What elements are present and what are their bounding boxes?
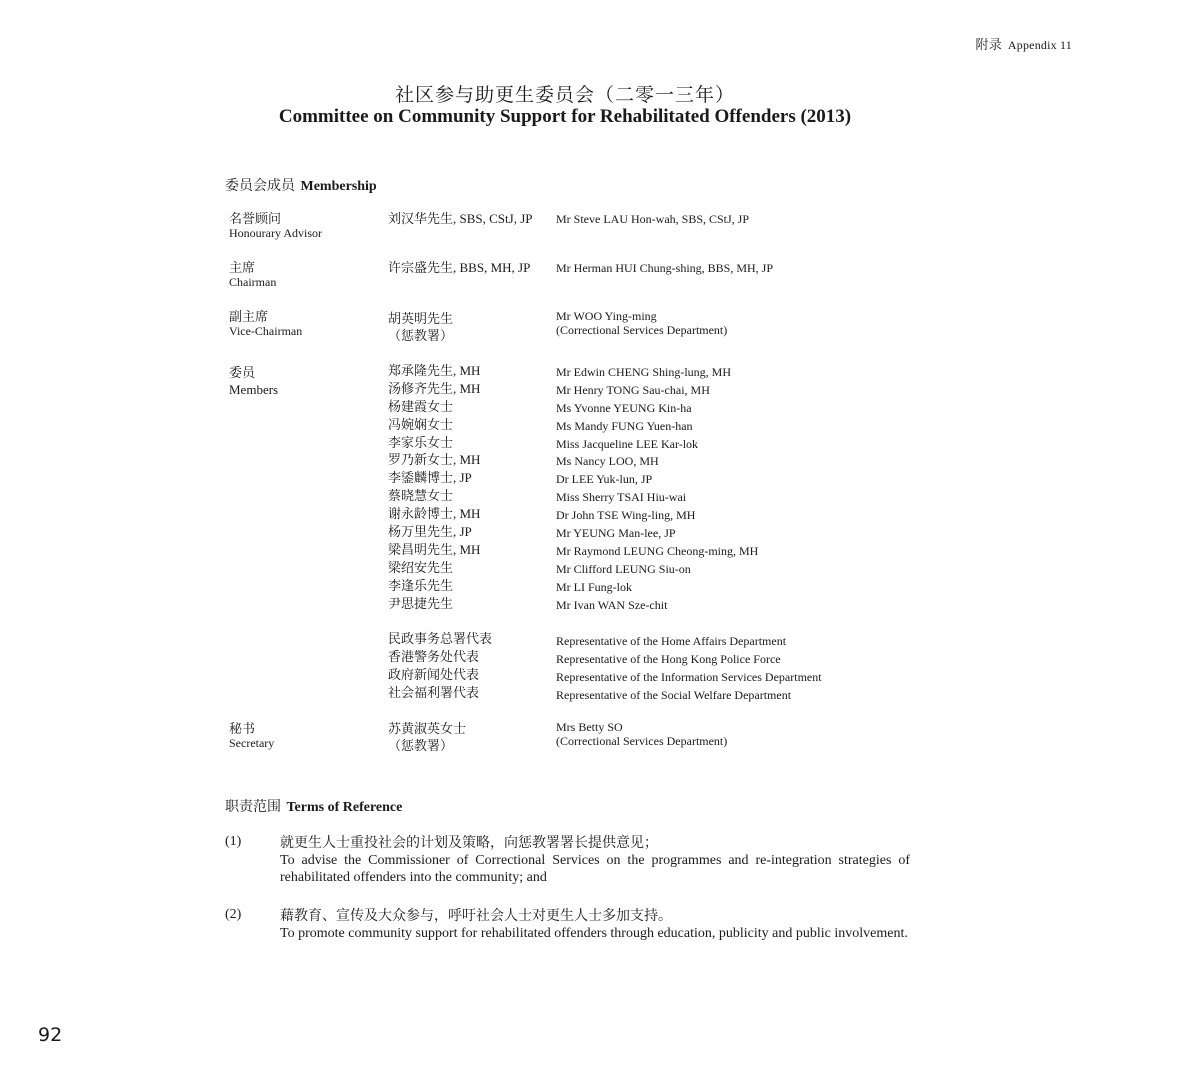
list-item: Miss Sherry TSAI Hiu-wai (556, 490, 687, 505)
list-item: 谢永龄博士, MH (388, 506, 481, 522)
chairman-role-en: Chairman (229, 275, 277, 289)
list-item: Ms Yvonne YEUNG Kin-ha (556, 400, 692, 415)
members-list-zh (388, 362, 480, 612)
list-item: Representative of the Hong Kong Police Force (556, 651, 781, 666)
membership-heading (225, 175, 377, 195)
list-item: Mr Raymond LEUNG Cheong-ming, MH (556, 543, 759, 558)
running-header (976, 34, 1073, 53)
list-item: Mr YEUNG Man-lee, JP (556, 526, 676, 541)
vice-chairman-name-en-block (556, 309, 727, 337)
reps-list-zh (388, 630, 492, 702)
list-item: Miss Jacqueline LEE Kar-lok (556, 436, 699, 451)
secretary-dept-en: (Correctional Services Department) (556, 734, 728, 748)
chairman-name-zh: 许宗盛先生, BBS, MH, JP (388, 260, 531, 275)
terms-item-number: (1) (225, 834, 242, 849)
list-item: Representative of the Social Welfare Department (556, 687, 792, 702)
running-header-zh: 附录 (975, 37, 1002, 52)
list-item: Mr Ivan WAN Sze-chit (556, 597, 668, 612)
list-item: 社会福利署代表 (388, 684, 480, 700)
list-item: Dr John TSE Wing-ling, MH (556, 508, 696, 523)
reps-list-en (556, 633, 822, 705)
list-item: 汤修齐先生, MH (388, 380, 481, 396)
secretary-role (229, 722, 274, 750)
chairman-role-zh: 主席 (229, 260, 256, 275)
members-role-zh: 委员 (229, 365, 256, 380)
list-item: 杨万里先生, JP (388, 524, 472, 540)
list-item: Mr Edwin CHENG Shing-lung, MH (556, 365, 732, 379)
list-item: 民政事务总署代表 (388, 631, 493, 646)
chairman-name-en: Mr Herman HUI Chung-shing, BBS, MH, JP (556, 261, 774, 275)
list-item: Ms Nancy LOO, MH (556, 454, 659, 469)
vice-chairman-name-zh: 胡英明先生 (388, 311, 454, 326)
vice-chairman-role (229, 310, 302, 338)
list-item: Dr LEE Yuk-lun, JP (556, 472, 653, 487)
page-number: 92 (38, 1024, 63, 1046)
list-item: 李鋈麟博士, JP (388, 470, 472, 486)
secretary-name-zh-block (388, 720, 466, 754)
chairman-role (229, 261, 276, 289)
secretary-name-zh: 苏黄淑英女士 (388, 721, 467, 736)
terms-heading (225, 796, 402, 816)
list-item: 杨建霞女士 (388, 398, 454, 414)
terms-heading-zh: 职责范围 (225, 800, 281, 815)
running-header-en: Appendix 11 (1007, 38, 1072, 52)
honourary-role-en: Honourary Advisor (229, 226, 322, 240)
vice-chairman-name-en: Mr WOO Ying-ming (556, 309, 657, 323)
honourary-name-zh: 刘汉华先生, SBS, CStJ, JP (388, 211, 533, 226)
secretary-name-en: Mrs Betty SO (556, 720, 623, 734)
list-item: 李家乐女士 (388, 434, 454, 450)
list-item: Mr LI Fung-lok (556, 579, 632, 594)
secretary-role-zh: 秘书 (229, 721, 256, 736)
vice-chairman-dept-en: (Correctional Services Department) (556, 323, 728, 337)
terms-item (280, 835, 910, 886)
honourary-role-zh: 名誉顾问 (229, 211, 282, 226)
terms-item-en: To promote community support for rehabilitated offenders through education, publicity and public involvement. (280, 926, 908, 941)
list-item: 梁昌明先生, MH (388, 541, 481, 557)
honourary-role (229, 212, 322, 240)
list-item: Mr Clifford LEUNG Siu-on (556, 561, 691, 576)
secretary-role-en: Secretary (229, 736, 275, 750)
list-item: 梁绍安先生 (388, 559, 454, 575)
membership-heading-en: Membership (300, 179, 377, 194)
list-item: 郑承隆先生, MH (388, 363, 481, 378)
secretary-name-en-block (556, 720, 727, 748)
vice-chairman-dept-zh: （惩教署） (388, 328, 454, 343)
list-item: 蔡晓慧女士 (388, 488, 454, 504)
secretary-dept-zh: （惩教署） (388, 738, 454, 753)
list-item: Mr Henry TONG Sau-chai, MH (556, 382, 710, 397)
vice-chairman-name-zh-block (388, 310, 453, 344)
terms-item (280, 908, 910, 942)
page-title-zh: 社区参与助更生委员会（二零一三年） (394, 85, 735, 106)
list-item: 李逢乐先生 (388, 577, 454, 593)
terms-item-en: To advise the Commissioner of Correctional Services on the programmes and re-integration strategies of rehabilitated offenders into the community; and (280, 853, 910, 885)
membership-heading-zh: 委员会成员 (225, 179, 295, 194)
honourary-name-en: Mr Steve LAU Hon-wah, SBS, CStJ, JP (556, 212, 750, 226)
list-item: 罗乃新女士, MH (388, 452, 481, 468)
terms-item-zh: 就更生人士重投社会的计划及策略，向惩教署署长提供意见； (280, 836, 658, 851)
page-title-en: Committee on Community Support for Rehabilitated Offenders (2013) (278, 106, 852, 127)
list-item: 香港警务处代表 (388, 648, 480, 664)
members-role (229, 364, 278, 398)
list-item: Ms Mandy FUNG Yuen-han (556, 418, 693, 433)
vice-chairman-role-zh: 副主席 (229, 309, 269, 324)
members-list-en (556, 364, 758, 614)
terms-heading-en: Terms of Reference (286, 800, 403, 815)
list-item: 政府新闻处代表 (388, 666, 480, 682)
members-role-en: Members (229, 382, 279, 397)
terms-item-number: (2) (225, 907, 242, 922)
terms-item-zh: 藉教育、宣传及大众参与，呼吁社会人士对更生人士多加支持。 (280, 909, 672, 924)
list-item: 冯婉娴女士 (388, 416, 454, 432)
list-item: 尹思捷先生 (388, 595, 454, 611)
vice-chairman-role-en: Vice-Chairman (229, 324, 303, 338)
list-item: Representative of the Information Services Department (556, 669, 822, 684)
list-item: Representative of the Home Affairs Department (556, 634, 787, 648)
